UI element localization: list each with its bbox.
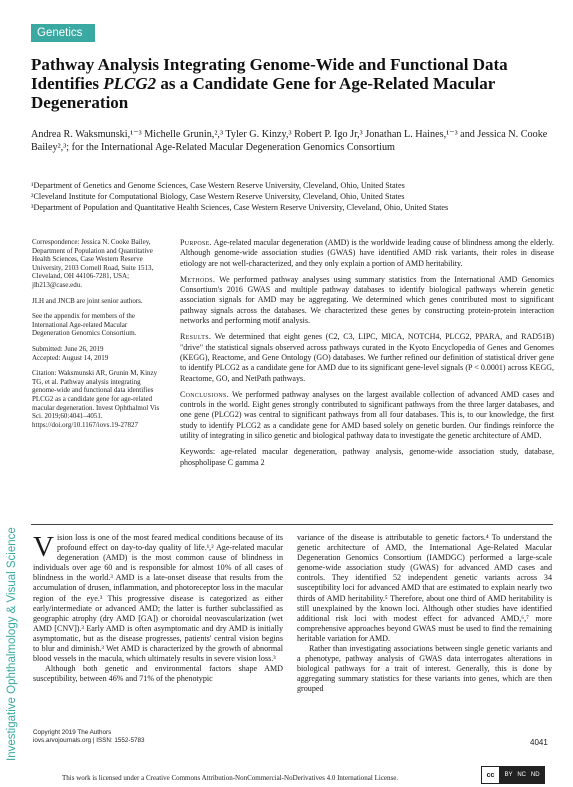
- cc-license-badge[interactable]: [481, 766, 545, 784]
- purpose-text: Age-related macular degeneration (AMD) is the worldwide leading cause of blindness among the elderly. Although genome-wide association studies (GWAS) have identified AMD risk variants, their roles in disease etiology are not well-characterized, and they only explain a portion of AMD heritability.: [180, 238, 554, 268]
- article-title: [31, 55, 556, 112]
- drop-cap: V: [33, 531, 54, 563]
- cc-icon: cc: [482, 767, 500, 783]
- abstract: [180, 238, 554, 474]
- appendix-note: See the appendix for members of the International Age-related Macular Degeneration Genomics Consortium.: [32, 312, 137, 338]
- journal-spine: [2, 505, 22, 765]
- journal-name: Investigative Ophthalmology & Visual Science: [6, 527, 18, 761]
- conclusions-heading: Conclusions.: [180, 389, 229, 399]
- correspondence: Correspondence: Jessica N. Cooke Bailey, Department of Population and Quantitative Health Sciences, Case Western Reserve University, 2103 Cornell Road, Suite 1513, Cleveland, OH 44106-7281, USA; jlh213@case.edu.: [32, 238, 154, 289]
- copyright: Copyright 2019 The Authors: [33, 729, 112, 736]
- methods-heading: Methods.: [180, 274, 216, 284]
- body-column-right: [297, 533, 552, 695]
- abstract-methods: [180, 275, 554, 326]
- article-sidebar: [32, 238, 164, 436]
- purpose-heading: Purpose.: [180, 238, 212, 247]
- intro-paragraph-1: [33, 533, 283, 664]
- abstract-conclusions: [180, 390, 554, 441]
- section-divider: [31, 524, 553, 525]
- nc-icon: NC: [517, 772, 526, 778]
- results-heading: Results.: [180, 332, 212, 342]
- joint-authors-note: JLH and JNCB are joint senior authors.: [32, 296, 143, 305]
- title-gene: PLCG2: [103, 74, 157, 93]
- title-part2: as a Candidate Gene for Age-Related Macular Degeneration: [31, 74, 496, 112]
- intro-paragraph-4: Rather than investigating associations between single genetic variants and a phenotype, pathway analysis of GWAS data interrogates alterations in biological pathways for a trait of interest. Generally, this is done by aggregating summary statistics for these variants into genes, which are then grouped: [297, 644, 552, 694]
- journal-url-issn[interactable]: iovs.arvojournals.org | ISSN: 1552-5783: [33, 737, 145, 744]
- intro-paragraph-2: Although both genetic and environmental factors shape AMD susceptibility, between 46% and 71% of the phenotypic: [33, 664, 283, 684]
- keywords: Keywords: age-related macular degeneration, pathway analysis, genome-wide association study, database, phospholipase C gamma 2: [180, 447, 554, 467]
- affiliations: [31, 180, 561, 213]
- footer-info: [33, 729, 145, 745]
- citation[interactable]: Citation: Waksmunski AR, Grunin M, Kinzy TG, et al. Pathway analysis integrating genome-wide and functional data identifies PLCG2 as a candidate gene for age-related macular degeneration. Invest Ophthalmol Vis Sci. 2019;60:4041–4051. https://doi.org/10.1167/iovs.19-27827: [32, 369, 160, 429]
- submitted-date: Submitted: June 26, 2019: [32, 344, 104, 353]
- nd-icon: ND: [530, 772, 540, 778]
- affiliation-2: ²Cleveland Institute for Computational Biology, Case Western Reserve University, Cleveland, Ohio, United States: [31, 192, 405, 201]
- results-text: We determined that eight genes (C2, C3, LIPC, MICA, NOTCH4, PLCG2, PPARA, and RAD51B) "drive" the statistical signals observed across pathways curated in the Kyoto Encyclopedia of Genes and Genomes (KEGG), Reactome, and Gene Ontology (GO) databases. We further refined our definition of statistical driver gene to identify PLCG2 as a candidate gene for AMD due to its significant gene-level signals (P < 0.0001) across KEGG, Reactome, GO, and NetPath pathways.: [180, 332, 554, 383]
- methods-text: We performed pathway analyses using summary statistics from the International AMD Genomics Consortium's 2016 GWAS and multiple pathway databases to identify biological pathways wherein genetic association signals for AMD may be aggregating. We determined which genes contributed most to significant pathway signals across the databases. We characterized these genes by constructing protein-protein interaction networks and performing motif analysis.: [180, 274, 554, 326]
- intro-text-1: ision loss is one of the most feared medical conditions because of its profound effect on day-to-day quality of life.¹,² Age-related macular degeneration (AMD) is the most common cause of blindness in individuals over age 60 and is responsible for almost 10% of all cases of blindness in the world.³ AMD is a late-onset disease that results from the accumulation of drusen, inflammation, and photoreceptor loss in the macular region of the eye.³ This progressive disease is categorized as either early/intermediate or advanced AMD; the latter is further subclassified as geographic atrophy (dry AMD [GA]) or choroidal neovascularization (wet AMD [CNV]).³ Early AMD is often asymptomatic and dry AMD is initially asymptomatic, but as the disease progresses, patients' central vision begins to blur and diminish.³ Wet AMD is characterized by the growth of abnormal blood vessels in the macula, which ultimately results in severe vision loss.³: [33, 533, 283, 664]
- page-number: 4041: [530, 738, 548, 747]
- abstract-purpose: [180, 238, 554, 269]
- accepted-date: Accepted: August 14, 2019: [32, 353, 109, 362]
- author-list: Andrea R. Waksmunski,¹⁻³ Michelle Grunin,²,³ Tyler G. Kinzy,³ Robert P. Igo Jr,³ Jonathan L. Haines,¹⁻³ and Jessica N. Cooke Bailey²,³; for the International Age-Related Macular Degeneration Genomics Consortium: [31, 129, 548, 154]
- abstract-results: [180, 332, 554, 383]
- title-part1: Pathway Analysis Integrating Genome-Wide and Functional Data Identifies: [31, 55, 508, 93]
- intro-paragraph-3: variance of the disease is attributable to genetic factors.⁴ To understand the genetic architecture of AMD, the International Age-Related Macular Degeneration Genomics Consortium (IAMDGC) performed a large-scale genome-wide association study (GWAS) for advanced AMD cases and controls. They identified 52 independent genetic variants across 34 susceptibility loci for advanced AMD that are estimated to explain nearly two thirds of AMD heritability.⁵ Therefore, about one third of AMD heritability is still unexplained by the known loci. Although other studies have identified additional risk loci with modest effect for advanced AMD,⁶,⁷ more comprehensive approaches beyond GWAS must be used to find the remaining heritable variation for AMD.: [297, 533, 552, 643]
- body-column-left: [33, 533, 283, 684]
- affiliation-1: ¹Department of Genetics and Genome Sciences, Case Western Reserve University, Cleveland, Ohio, United States: [31, 181, 405, 190]
- by-icon: BY: [504, 772, 513, 778]
- section-tag: Genetics: [31, 24, 95, 42]
- cc-terms: [500, 767, 544, 783]
- license-text[interactable]: This work is licensed under a Creative Commons Attribution-NonCommercial-NoDerivatives 4.0 International License.: [62, 774, 399, 782]
- conclusions-text: We performed pathway analyses on the largest available collection of advanced AMD cases and controls in the world. Eight genes strongly contributed to significant pathways from the three larger databases, and one gene (PLCG2) was central to significant pathways from all four databases. This is, to our knowledge, the first study to identify PLCG2 as a candidate gene for AMD based solely on genetic burden. Our findings reinforce the utility of integrating in silico genetic and biological pathway data to investigate the genetic architecture of AMD.: [180, 389, 554, 441]
- affiliation-3: ³Department of Population and Quantitative Health Sciences, Case Western Reserve University, Cleveland, Ohio, United States: [31, 203, 449, 212]
